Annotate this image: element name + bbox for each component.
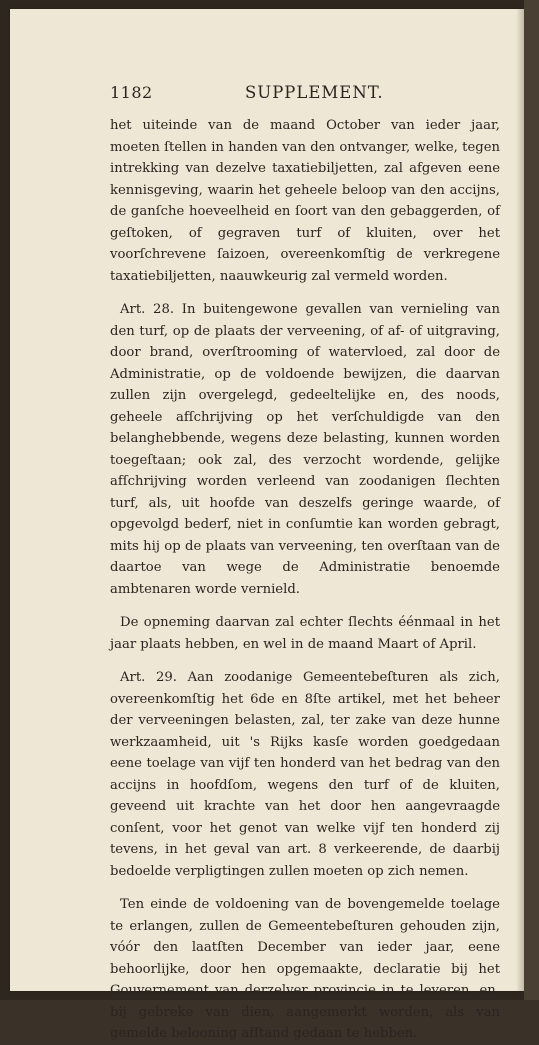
paragraph-art-28: Art. 28. In buitengewone gevallen van vernieling van den turf, op de plaats der verveening, of af- of uitgraving, door brand, overſtrooming of watervloed, zal door de Administratie, op de voldoende bewijzen, die daarvan zullen zijn overgelegd, gedeeltelijke en, des noods, geheele afſchrijving op het verſchuldigde van den belanghebbende, wegens deze belasting, kunnen worden toegeſtaan; ook zal, des verzocht wordende, gelijke afſchrijving worden verleend van zoodanigen ſlechten turf, als, uit hoofde van deszelfs geringe waarde, of opgevolgd bederf, niet in conſumtie kan worden gebragt, mits hij op de plaats van verveening, ten overſtaan van de daartoe van wege de Administratie benoemde ambtenaren worde vernield. xyxy=(110,302,500,597)
body-text xyxy=(110,115,500,1045)
paragraph-opneming: De opneming daarvan zal echter ſlechts éénmaal in het jaar plaats hebben, en wel in de maand Maart of April. xyxy=(110,615,500,652)
page-edge-shadow xyxy=(524,0,539,1000)
paragraph-art-29: Art. 29. Aan zoodanige Gemeentebeſturen als zich, overeenkomſtig het 6de en 8ſte artikel, met het beheer der verveeningen belasten, zal, ter zake van deze hunne werkzaamheid, uit 's Rijks kasſe worden goedgedaan eene toelage van vijf ten honderd van het bedrag van den accijns in hoofdſom, wegens den turf of de kluiten, geveend uit krachte van het door hen aangevraagde conſent, voor het genot van welke vijf ten honderd zij tevens, in het geval van art. 8 verkeerende, de daarbij bedoelde verpligtingen zullen moeten op zich nemen. xyxy=(110,670,500,879)
running-title: SUPPLEMENT. xyxy=(245,83,384,102)
paragraph-continuation: het uiteinde van de maand October van ieder jaar, moeten ſtellen in handen van den ontvanger, welke, tegen intrekking van dezelve taxatiebiljetten, zal afgeven eene kennisgeving, waarin het geheele beloop van den accijns, de ganſche hoeveelheid en ſoort van den gebaggerden, of geſtoken, of gegraven turf of kluiten, over het voorſchrevene ſaizoen, overeenkomſtig de verkregene taxatiebiljetten, naauwkeurig zal vermeld worden. xyxy=(110,118,500,284)
page-number: 1182 xyxy=(110,83,153,102)
paragraph-toelage: Ten einde de voldoening van de bovengemelde toelage te erlangen, zullen de Gemeentebeſturen gehouden zijn, vóór den laatſten December van ieder jaar, eene behoorlijke, door hen opgemaakte, declaratie bij het Gouvernement van derzelver provincie in te leveren, en, bij gebreke van dien, aangemerkt worden, als van gemelde belooning afſtand gedaan te hebben. xyxy=(110,897,500,1041)
page-header xyxy=(110,83,490,107)
